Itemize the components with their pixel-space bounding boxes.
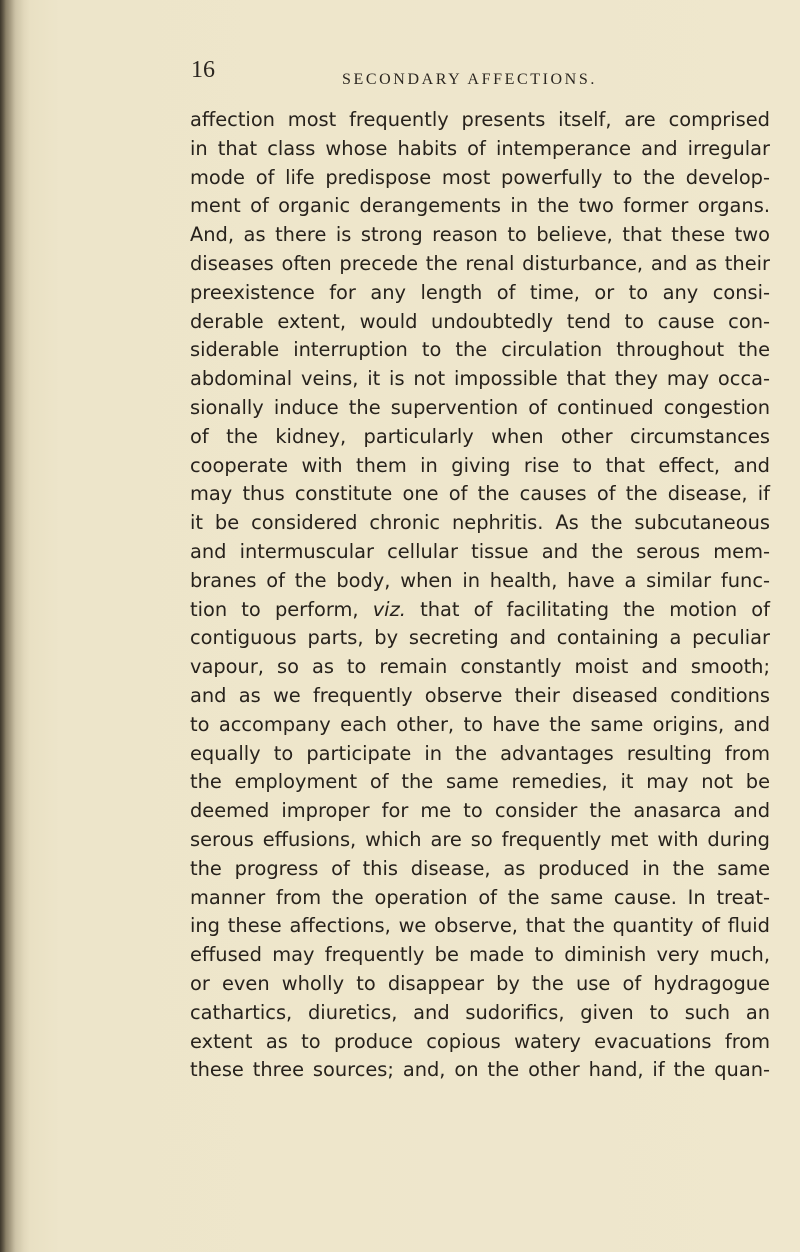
text-line: serous effusions, which are so frequently met with during [190,827,770,851]
text-line: the progress of this disease, as produced in the same [190,856,770,880]
text-line: affection most frequently presents itself, are comprised [190,108,770,131]
body-paragraph [190,106,770,1085]
page-number: 16 [191,57,215,83]
text-line: and as we frequently observe their diseased conditions [190,683,770,707]
line-text-before: tion to perform, [190,597,373,621]
text-line: in that class whose habits of intemperance and irregular [190,136,770,160]
text-line: sionally induce the supervention of continued congestion [190,395,770,419]
text-line: contiguous parts, by secreting and containing a peculiar [190,626,770,650]
text-line: abdominal veins, it is not impossible that they may occa- [190,367,770,391]
text-line-with-italic [190,596,770,625]
text-line: or even wholly to disappear by the use of hydragogue [190,971,770,995]
line-text-after: that of facilitating the motion of [405,597,770,621]
text-line: And, as there is strong reason to believe, that these two [190,223,770,247]
text-line: ment of organic derangements in the two former organs. [190,194,770,218]
text-line: these three sources; and, on the other hand, if the quan- [190,1058,770,1082]
text-line: vapour, so as to remain constantly moist and smooth; [190,655,770,679]
text-line: and intermuscular cellular tissue and the serous mem- [190,539,770,563]
text-line: mode of life predispose most powerfully to the develop- [190,165,770,189]
text-line: of the kidney, particularly when other circumstances [190,424,770,448]
text-line: derable extent, would undoubtedly tend to cause con- [190,309,770,333]
text-line: equally to participate in the advantages resulting from [190,741,770,765]
text-line: manner from the operation of the same cause. In treat- [190,885,770,909]
text-line: cathartics, diuretics, and sudorifics, given to such an [190,1000,770,1024]
binding-gutter-shadow [0,0,30,1252]
text-line: effused may frequently be made to diminish very much, [190,943,770,967]
text-line: extent as to produce copious watery evacuations from [190,1029,770,1053]
running-title: SECONDARY AFFECTIONS. [342,71,597,88]
text-line: to accompany each other, to have the same origins, and [190,712,770,736]
text-line: cooperate with them in giving rise to that effect, and [190,453,770,477]
text-line: the employment of the same remedies, it may not be [190,770,770,794]
text-line: preexistence for any length of time, or to any consi- [190,280,770,304]
text-line: diseases often precede the renal disturbance, and as their [190,251,770,275]
text-line: branes of the body, when in health, have a similar func- [190,568,770,592]
text-line: it be considered chronic nephritis. As the subcutaneous [190,511,770,535]
text-line: ing these affections, we observe, that the quantity of fluid [190,914,770,938]
text-line: may thus constitute one of the causes of the disease, if [190,482,770,506]
italic-abbreviation: viz. [372,597,406,621]
text-line: deemed improper for me to consider the anasarca and [190,799,770,823]
text-line: siderable interruption to the circulation throughout the [190,338,770,362]
